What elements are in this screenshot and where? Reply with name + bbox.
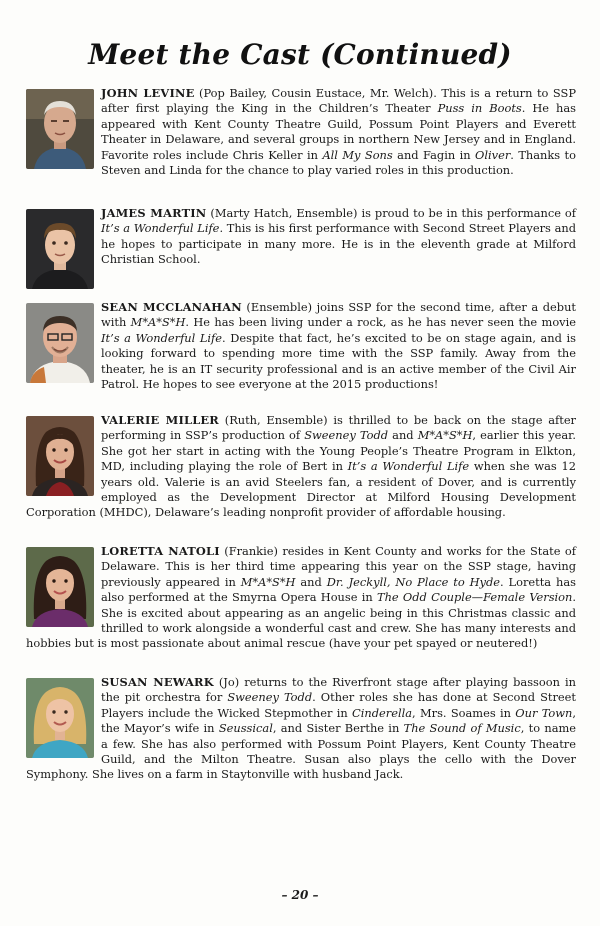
bio-text-run: (Marty Hatch, Ensemble) is proud to be in this performance of: [206, 206, 576, 220]
headshot-photo: [26, 416, 94, 496]
headshot-photo: [26, 303, 94, 383]
bio-title-italic: Cinderella: [352, 705, 413, 720]
bio-title-italic: Dr. Jeckyll, No Place to Hyde: [326, 574, 501, 589]
bio-text-run: (Frankie) resides in Kent County and works for the State of Delaware. This is her third time appearing this year on the SSP stage, having previously appeared in: [101, 544, 576, 589]
bio-title-italic: M*A*S*H: [417, 428, 473, 443]
bio-text-run: . He has been living under a rock, as he has never seen the movie: [185, 315, 576, 330]
bio-text-run: . He has appeared with Kent County Theatre Guild, Possum Point Players and Everett Theater in Delaware, and several groups in northern New Jersey and in England. Favorite roles include Chris Keller in: [101, 101, 577, 162]
cast-name: VALERIE MILLER: [101, 413, 219, 427]
headshot-man-glasses-image: [26, 303, 94, 383]
bio-title-italic: It’s a Wonderful Life: [101, 221, 220, 236]
bio-text: [26, 675, 576, 781]
headshot-woman-blonde-image: [26, 678, 94, 758]
bio-text-run: and: [388, 428, 418, 443]
cast-bio-james-martin: [26, 206, 576, 289]
cast-bio-loretta-natoli: [26, 544, 576, 652]
cast-bio-valerie-miller: [26, 413, 576, 521]
headshot-young-man-image: [26, 209, 94, 289]
bio-text-run: , Mrs. Soames in: [412, 705, 516, 720]
cast-bio-susan-newark: [26, 675, 576, 783]
cast-name: SEAN MCCLANAHAN: [101, 300, 242, 314]
headshot-woman-brunette-image: [26, 547, 94, 627]
bio-title-italic: Oliver: [475, 147, 511, 162]
bio-text-run: and Fagin in: [392, 147, 476, 162]
cast-bio-john-levine: [26, 86, 576, 178]
bio-title-italic: M*A*S*H: [240, 574, 296, 589]
bio-title-italic: The Sound of Music: [403, 721, 521, 736]
cast-name: JAMES MARTIN: [101, 206, 207, 220]
headshot-photo: [26, 678, 94, 758]
bio-text-run: when she was 12 years old. Valerie is an avid Steelers fan, a resident of Dover, and is currently employed as the Development Director at Milford Housing Development Corporation (MHDC), Delaware’s leading nonprofit provider of affordable housing.: [26, 459, 576, 520]
bio-text-run: , earlier this year. She got her start in acting with the Young People’s Theatre Program in Elkton, MD, including playing the role of Bert in: [101, 428, 576, 474]
bio-title-italic: Puss in Boots: [437, 101, 522, 116]
bio-title-italic: Sweeney Todd: [304, 428, 389, 443]
bio-text-run: (Pop Bailey, Cousin Eustace, Mr. Welch). This is a return to SSP after first playing the King in the Children’s Theater: [101, 86, 576, 116]
bio-text-run: . Loretta has also performed at the Smyrna Opera House in: [101, 574, 576, 605]
headshot-photo: [26, 547, 94, 627]
cast-name: LORETTA NATOLI: [101, 544, 220, 558]
bio-text: [26, 544, 576, 650]
bio-title-italic: The Odd Couple—Female Version: [376, 590, 573, 605]
bio-text-run: and: [295, 574, 327, 589]
bio-title-italic: Our Town: [515, 705, 573, 720]
bio-title-italic: Sweeney Todd: [227, 690, 313, 705]
bio-text-run: , and Sister Berthe in: [272, 721, 404, 736]
bio-text-run: (Jo) returns to the Riverfront stage after playing bassoon in the pit orchestra for: [101, 675, 576, 705]
cast-name: SUSAN NEWARK: [101, 675, 214, 689]
headshot-photo: [26, 209, 94, 289]
bio-title-italic: M*A*S*H: [130, 315, 186, 330]
cast-name: JOHN LEVINE: [101, 86, 195, 100]
cast-bio-sean-mcclanahan: [26, 300, 576, 392]
page-number: – 20 –: [281, 888, 319, 902]
bio-text-run: , to name a few. She has also performed with Possum Point Players, Kent County Theatre Guild, and the Milton Theatre. Susan also plays the cello with the Dover Symphony. She lives on a farm in Staytonville with husband Jack.: [26, 721, 577, 782]
bio-title-italic: It’s a Wonderful Life: [347, 459, 470, 474]
bio-text-run: . This is his first performance with Second Street Players and he hopes to participate in many more. He is in the eleventh grade at Milford Christian School.: [101, 221, 576, 267]
bio-text-run: . Thanks to Steven and Linda for the chance to play varied roles in this production.: [101, 147, 576, 178]
bio-title-italic: Seussical: [218, 721, 273, 736]
bio-text: [26, 413, 576, 519]
headshot-photo: [26, 89, 94, 169]
headshot-woman-dark-hair-image: [26, 416, 94, 496]
bio-text-run: (Ruth, Ensemble) is thrilled to be back on the stage after performing in SSP’s production of: [101, 413, 576, 443]
bio-text-run: . She is excited about appearing as an angelic being in this Christmas classic and thrilled to work alongside a wonderful cast and crew. She has many interests and hobbies but is most passionate about animal rescue (have your pet spayed or neutered!): [26, 590, 577, 651]
bio-title-italic: It’s a Wonderful Life: [101, 330, 223, 345]
bio-text-run: (Ensemble) joins SSP for the second time, after a debut with: [101, 300, 576, 330]
bio-text-run: , the Mayor’s wife in: [101, 705, 577, 736]
bio-title-italic: All My Sons: [322, 147, 393, 162]
bio-text-run: . Despite that fact, he’s excited to be on stage again, and is looking forward to spending more time with the SSP family. Away from the theater, he is an IT security professional and is an active member of the Civil Air Patrol. He hopes to see everyone at the 2015 productions!: [101, 330, 576, 392]
page-title: Meet the Cast (Continued): [88, 38, 512, 71]
headshot-older-man-image: [26, 89, 94, 169]
bio-text-run: . Other roles she has done at Second Street Players include the Wicked Stepmother in: [101, 690, 576, 720]
